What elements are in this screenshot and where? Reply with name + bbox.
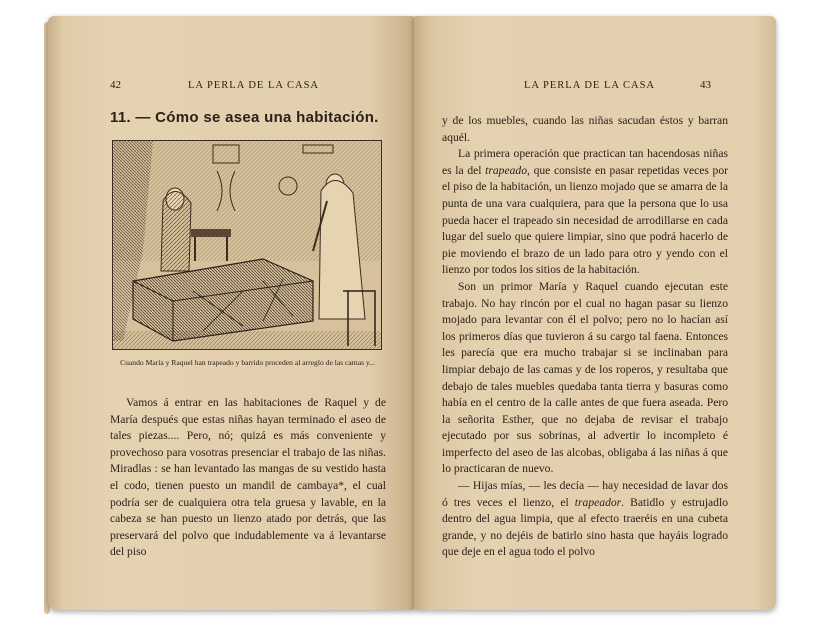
- p2-text-b: , que consiste en pasar repetidas veces por el piso de la habitación, un lienzo mojado que se amarra de la punta de una vara cualquiera, para que la persona que lo usa pueda hacer el trapeado sin necesidad de arrodillarse en cada lugar del suelo que quiere limpiar, sino que podrá hacerlo de pie moviendo el brazo de un lado para otro y yendo con el lienzo por todos los sitios de la habitación.: [442, 163, 728, 277]
- left-paragraph: Vamos á entrar en las habitaciones de Raquel y de María después que estas niñas hayan terminado el aseo de tales piezas.... Pero, nó; quizá es más conveniente y provechoso para vosotras presenciar el trabajo de las niñas. Miradlas : se han levantado las mangas de su vestido hasta el codo, tienen puesto un mandil de cambaya*, el cual podría ser de cualquiera otra tela gruesa y lavable, en la cabeza se han puesto un lienzo atado por detrás, que las preservará del polvo que indudablemente va á levantarse del piso: [110, 396, 386, 559]
- left-body-text: [110, 395, 386, 561]
- right-paragraph-4: [442, 478, 728, 561]
- left-running-head: LA PERLA DE LA CASA: [188, 80, 320, 91]
- chapter-title: 11. — Cómo se asea una habitación.: [110, 109, 379, 126]
- engraving-illustration: [112, 140, 382, 350]
- p4-text-b: . Batidlo y estrujadlo dentro del agua limpia, que al efecto traeréis en una cubeta grande, y no dejéis de batirlo sino hasta que hayáis logrado que deje en el agua todo el polvo: [442, 495, 728, 559]
- right-paragraph-1: y de los muebles, cuando las niñas sacudan éstos y barran aquél.: [442, 114, 728, 144]
- right-paragraph-3: Son un primor María y Raquel cuando ejecutan este trabajo. No hay rincón por el cual no hagan pasar su lienzo mojado para levantar con él el polvo; pero no lo hacían así los primeros días que tuvieron á su cargo tal faena. Entonces les parecía que era mucho trabajar si se inclinaban para limpiar debajo de las camas y de los roperos, y resultaba que debajo de tales muebles quedaba tanta tierra y basuras como había en el centro de la calle antes de que fuera aseada. Pero la señorita Esther, que no dejaba de revisar el trabajo ejecutado por sus sobrinas, al advertir lo incompleto é imperfecto del aseo de las alcobas, obligaba á las niñas á que lo practicaran de nuevo.: [442, 279, 728, 476]
- left-page: [48, 16, 414, 610]
- p4-text-a: — Hijas mías, — les decía — hay necesidad de lavar dos ó tres veces el lienzo, el: [442, 479, 728, 509]
- open-book: [48, 16, 776, 610]
- illustration-caption: Cuando María y Raquel han trapeado y barrido proceden al arreglo de las camas y...: [120, 358, 375, 367]
- p2-text-a: La primera operación que practican tan hacendosas niñas es la del: [442, 147, 728, 177]
- right-running-head: LA PERLA DE LA CASA: [524, 80, 656, 91]
- bedroom-engraving: [113, 141, 381, 349]
- right-paragraph-2: [442, 146, 728, 279]
- right-body-text: [442, 113, 728, 561]
- p4-emphasis: trapeador: [574, 495, 622, 509]
- right-page-number: 43: [700, 79, 711, 91]
- p2-emphasis: trapeado: [485, 163, 528, 177]
- left-page-number: 42: [110, 79, 121, 91]
